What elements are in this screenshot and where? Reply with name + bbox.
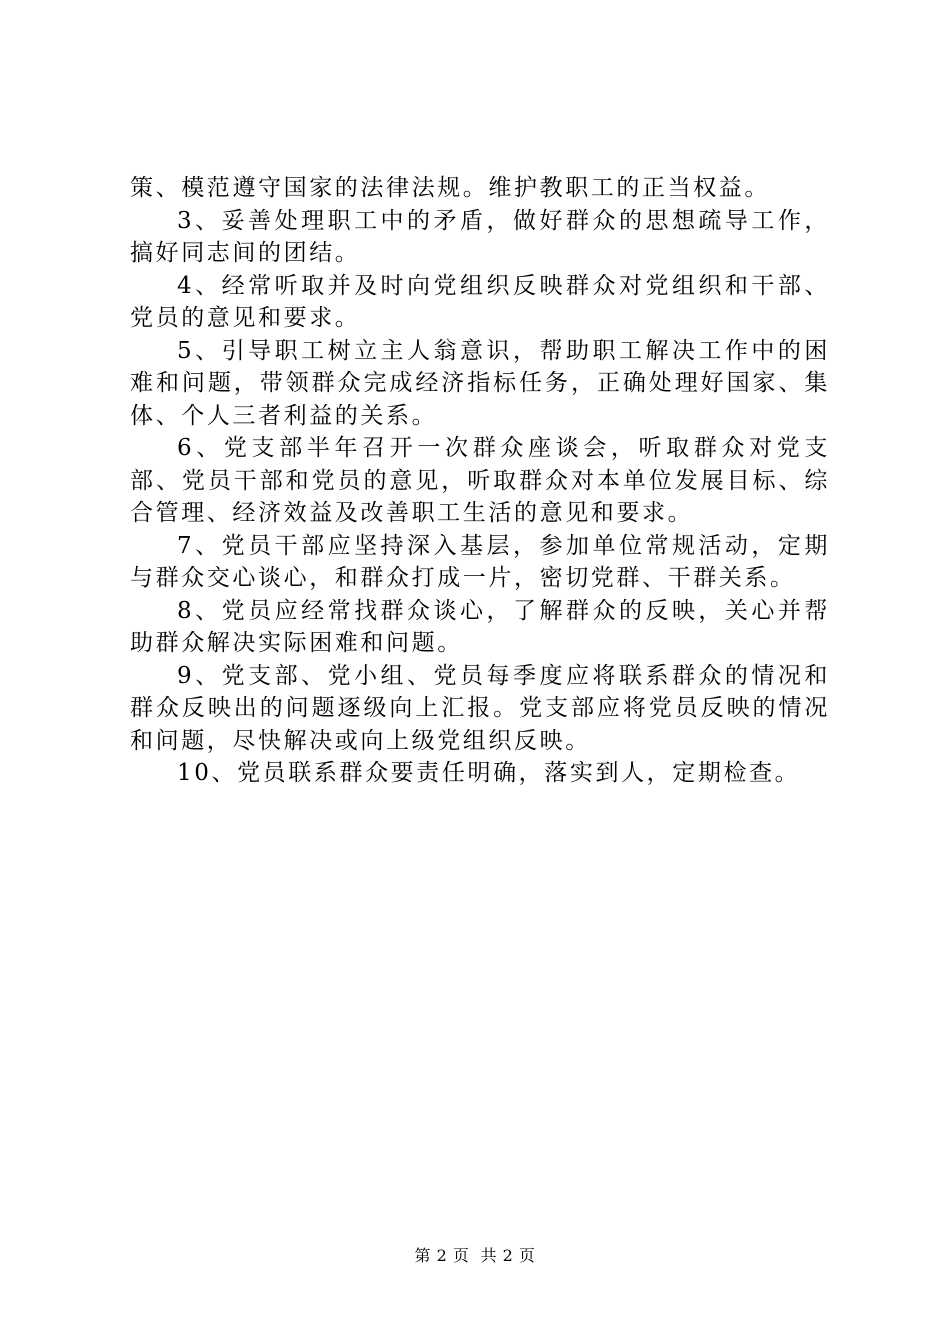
paragraph-item-7: 7、党员干部应坚持深入基层，参加单位常规活动，定期与群众交心谈心，和群众打成一片，密切党群、干群关系。: [130, 532, 830, 591]
paragraph-continuation: 策、模范遵守国家的法律法规。维护教职工的正当权益。: [130, 175, 770, 201]
paragraph-item-9: 9、党支部、党小组、党员每季度应将联系群众的情况和群众反映出的问题逐级向上汇报。党支部应将党员反映的情况和问题，尽快解决或向上级党组织反映。: [130, 662, 830, 754]
paragraph-item-4: 4、经常听取并及时向党组织反映群众对党组织和干部、党员的意见和要求。: [130, 272, 830, 331]
paragraph-item-5: 5、引导职工树立主人翁意识，帮助职工解决工作中的困难和问题，带领群众完成经济指标任务，正确处理好国家、集体、个人三者利益的关系。: [130, 337, 830, 429]
page-footer: 第 2 页 共 2 页: [414, 1246, 536, 1265]
paragraph-item-6: 6、党支部半年召开一次群众座谈会，听取群众对党支部、党员干部和党员的意见，听取群众对本单位发展目标、综合管理、经济效益及改善职工生活的意见和要求。: [130, 435, 830, 526]
paragraph-item-3: 3、妥善处理职工中的矛盾，做好群众的思想疏导工作，搞好同志间的团结。: [130, 207, 830, 266]
document-body: [130, 172, 830, 790]
paragraph-item-8: 8、党员应经常找群众谈心，了解群众的反映，关心并帮助群众解决实际困难和问题。: [130, 597, 830, 656]
paragraph-item-10: 10、党员联系群众要责任明确，落实到人，定期检查。: [177, 760, 801, 786]
